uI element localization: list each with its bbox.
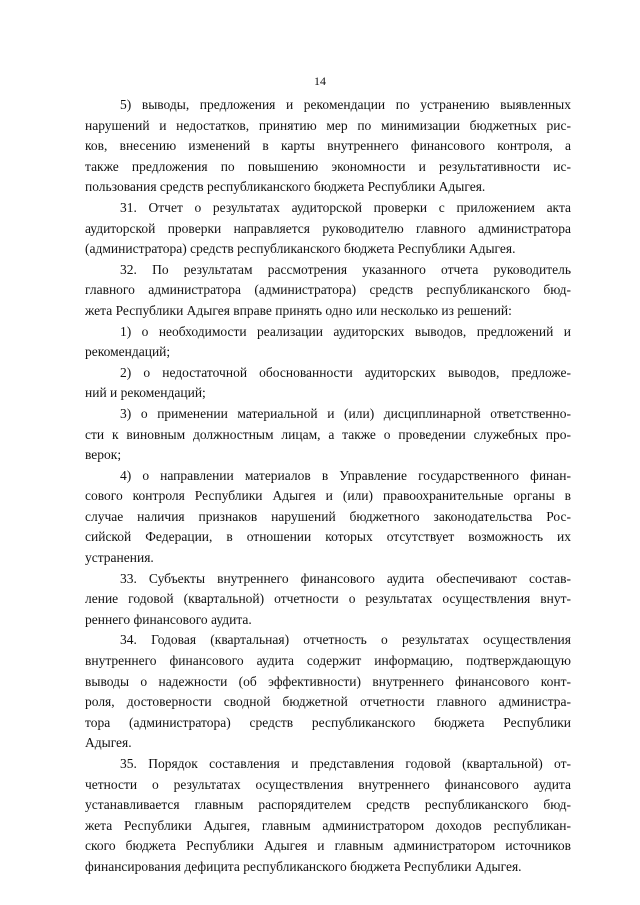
text-line: 35. Порядок составления и представления годовой (квартальной) от- bbox=[120, 756, 571, 771]
text-line: устранения. bbox=[85, 550, 154, 566]
text-line: реннего финансового аудита. bbox=[85, 611, 252, 627]
text-line: 34. Годовая (квартальная) отчетность о результатах осуществления bbox=[120, 632, 571, 648]
text-line: ского бюджета Республики Адыгея и главным администратором источников bbox=[85, 838, 571, 854]
text-line: сти к виновным должностным лицам, а также о проведении служебных про- bbox=[85, 426, 571, 442]
text-line: 33. Субъекты внутреннего финансового аудита обеспечивают состав- bbox=[120, 570, 571, 586]
text-line: аудиторской проверки направляется руководителю главного администратора bbox=[85, 220, 571, 236]
text-line: 31. Отчет о результатах аудиторской проверки с приложением акта bbox=[120, 199, 571, 215]
text-line: ление годовой (квартальной) отчетности о результатах осуществления внут- bbox=[85, 591, 571, 607]
text-line: рекомендаций; bbox=[85, 344, 171, 360]
text-line: 4) о направлении материалов в Управление государственного финан- bbox=[120, 467, 571, 483]
text-line: выводы о надежности (об эффективности) внутреннего финансового конт- bbox=[85, 673, 571, 689]
text-line: сового контроля Республики Адыгея и (или) правоохранительные органы в bbox=[85, 488, 571, 504]
document-body bbox=[85, 95, 571, 878]
text-line: пользования средств республиканского бюджета Республики Адыгея. bbox=[85, 179, 486, 195]
text-line: внутреннего финансового аудита содержит информацию, подтверждающую bbox=[85, 653, 571, 669]
text-line: 5) выводы, предложения и рекомендации по устранению выявленных bbox=[120, 97, 571, 112]
text-line: сийской Федерации, в отношении которых отсутствует возможность их bbox=[85, 529, 571, 545]
text-line: ний и рекомендаций; bbox=[85, 385, 206, 401]
text-line: главного администратора (администратора) средств республиканского бюд- bbox=[85, 282, 571, 298]
text-line: жета Республики Адыгея вправе принять одно или несколько из решений: bbox=[85, 302, 512, 318]
text-line: верок; bbox=[85, 447, 122, 463]
text-line: случае наличия признаков нарушений бюджетного законодательства Рос- bbox=[85, 508, 571, 524]
text-line: устанавливается главным распорядителем средств республиканского бюд- bbox=[85, 797, 571, 813]
text-line: 32. По результатам рассмотрения указанного отчета руководитель bbox=[120, 261, 571, 277]
text-line: финансирования дефицита республиканского бюджета Республики Адыгея. bbox=[85, 858, 522, 874]
text-line: 2) о недостаточной обоснованности аудиторских выводов, предложе- bbox=[120, 364, 571, 380]
text-line: жета Республики Адыгея, главным администратором доходов республикан- bbox=[85, 817, 571, 833]
text-line: тора (администратора) средств республиканского бюджета Республики bbox=[85, 714, 571, 730]
text-line: 1) о необходимости реализации аудиторских выводов, предложений и bbox=[120, 323, 571, 339]
text-line: роля, достоверности сводной бюджетной отчетности главного администра- bbox=[85, 694, 571, 710]
text-line: четности о результатах осуществления внутреннего финансового аудита bbox=[85, 776, 571, 792]
text-line: (администратора) средств республиканского бюджета Республики Адыгея. bbox=[85, 241, 516, 257]
text-line: ков, внесению изменений в карты внутреннего финансового контроля, а bbox=[85, 138, 571, 154]
text-line: также предложения по повышению экономности и результативности ис- bbox=[85, 158, 571, 174]
page-number: 14 bbox=[314, 74, 326, 88]
text-line: Адыгея. bbox=[85, 735, 132, 751]
text-line: 3) о применении материальной и (или) дисциплинарной ответственно- bbox=[120, 405, 571, 421]
text-line: нарушений и недостатков, принятию мер по минимизации бюджетных рис- bbox=[85, 117, 571, 133]
